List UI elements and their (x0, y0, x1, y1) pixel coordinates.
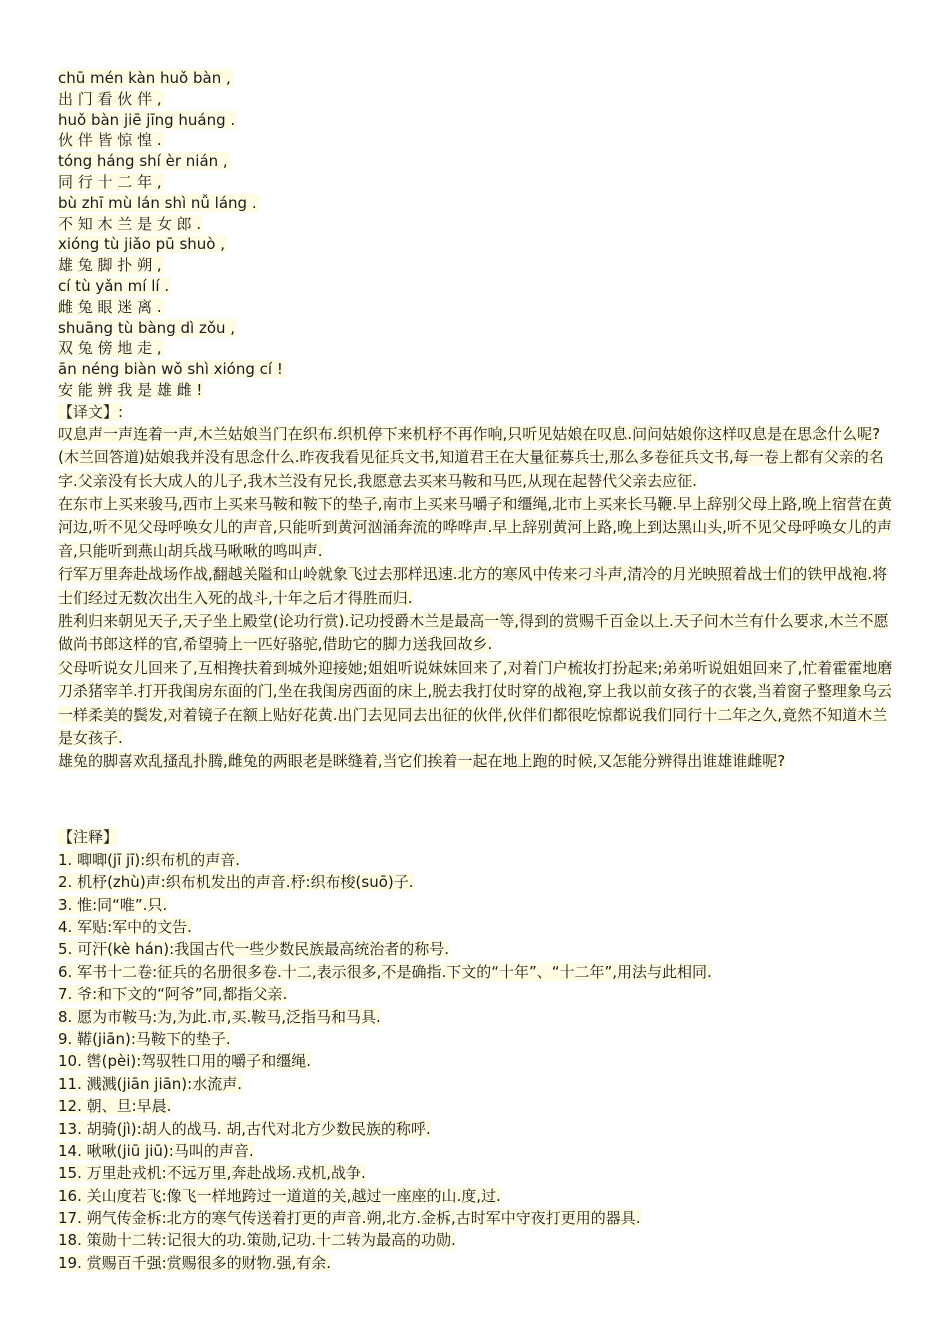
note-item: 1. 唧唧(jī jī):织布机的声音. (58, 850, 241, 869)
notes-list (58, 849, 894, 1274)
poem-line: bù zhī mù lán shì nǚ láng . (58, 193, 257, 212)
note-item: 5. 可汗(kè hán):我国古代一些少数民族最高统治者的称号. (58, 940, 449, 959)
translation-paragraph: 胜利归来朝见天子,天子坐上殿堂(论功行赏).记功授爵木兰是最高一等,得到的赏赐千百金以上.天子问木兰有什么要求,木兰不愿做尚书郎这样的官,希望骑上一匹好骆驼,借助它的脚力送我回故乡. (58, 612, 889, 654)
poem-line: 伙 伴 皆 惊 惶 . (58, 131, 162, 150)
note-item: 15. 万里赴戎机:不远万里,奔赴战场.戎机,战争. (58, 1164, 366, 1183)
poem-line: ān néng biàn wǒ shì xióng cí ! (58, 360, 283, 379)
translation-paragraph: 在东市上买来骏马,西市上买来马鞍和鞍下的垫子,南市上买来马嚼子和缰绳,北市上买来长马鞭.早上辞别父母上路,晚上宿营在黄河边,听不见父母呼唤女儿的声音,只能听到黄河汹涌奔流的哗哗声.早上辞别黄河上路,晚上到达黑山头,听不见父母呼唤女儿的声音,只能听到燕山胡兵战马啾啾的鸣叫声. (58, 494, 892, 560)
note-item: 8. 愿为市鞍马:为,为此.市,买.鞍马,泛指马和马具. (58, 1007, 381, 1026)
note-item: 6. 军书十二卷:征兵的名册很多卷.十二,表示很多,不是确指.下文的“十年”、“十二年”,用法与此相同. (58, 962, 712, 981)
poem-block (58, 68, 894, 401)
note-item: 10. 辔(pèi):驾驭牲口用的嚼子和缰绳. (58, 1052, 312, 1071)
note-item: 7. 爷:和下文的“阿爷”同,都指父亲. (58, 985, 288, 1004)
note-item: 2. 机杼(zhù)声:织布机发出的声音.杼:织布梭(suō)子. (58, 873, 414, 892)
notes-heading: 【注释】 (58, 827, 119, 846)
poem-line: xióng tù jiǎo pū shuò , (58, 235, 225, 254)
poem-line: 不 知 木 兰 是 女 郎 . (58, 214, 202, 233)
note-item: 18. 策勋十二转:记很大的功.策勋,记功.十二转为最高的功勋. (58, 1231, 456, 1250)
note-item: 11. 溅溅(jiān jiān):水流声. (58, 1074, 242, 1093)
poem-line: cí tù yǎn mí lí . (58, 276, 170, 295)
poem-line: 同 行 十 二 年 , (58, 172, 162, 191)
note-item: 4. 军贴:军中的文告. (58, 918, 192, 937)
translation-paragraph: 行军万里奔赴战场作战,翻越关隘和山岭就象飞过去那样迅速.北方的寒风中传来刁斗声,清冷的月光映照着战士们的铁甲战袍.将士们经过无数次出生入死的战斗,十年之后才得胜而归. (58, 565, 888, 607)
poem-line: 雄 兔 脚 扑 朔 , (58, 256, 162, 275)
document-page (58, 68, 894, 1274)
poem-line: 安 能 辨 我 是 雄 雌 ! (58, 380, 203, 399)
poem-line: shuāng tù bàng dì zǒu , (58, 318, 236, 337)
note-item: 13. 胡骑(jì):胡人的战马. 胡,古代对北方少数民族的称呼. (58, 1119, 431, 1138)
poem-line: 雌 兔 眼 迷 离 . (58, 297, 162, 316)
translation-paragraph: 叹息声一声连着一声,木兰姑娘当门在织布.织机停下来机杼不再作响,只听见姑娘在叹息.问问姑娘你这样叹息是在思念什么呢?(木兰回答道)姑娘我并没有思念什么.昨夜我看见征兵文书,知道君王在大量征募兵士,那么多卷征兵文书,每一卷上都有父亲的名字.父亲没有长大成人的儿子,我木兰没有兄长,我愿意去买来马鞍和马匹,从现在起替代父亲去应征. (58, 424, 884, 490)
poem-line: chū mén kàn huǒ bàn , (58, 69, 231, 87)
note-item: 14. 啾啾(jiū jiū):马叫的声音. (58, 1141, 254, 1160)
note-item: 9. 鞯(jiān):马鞍下的垫子. (58, 1029, 231, 1048)
translation-paragraph: 雄兔的脚喜欢乱搔乱扑腾,雌兔的两眼老是眯缝着,当它们挨着一起在地上跑的时候,又怎能分辨得出谁雄谁雌呢? (58, 752, 786, 771)
poem-line: 双 兔 傍 地 走 , (58, 339, 162, 358)
note-item: 17. 朔气传金柝:北方的寒气传送着打更的声音.朔,北方.金柝,古时军中守夜打更用的器具. (58, 1209, 641, 1228)
poem-line: tóng háng shí èr nián , (58, 152, 228, 171)
translation-paragraph: 父母听说女儿回来了,互相搀扶着到城外迎接她;姐姐听说妹妹回来了,对着门户梳妆打扮起来;弟弟听说姐姐回来了,忙着霍霍地磨刀杀猪宰羊.打开我闺房东面的门,坐在我闺房西面的床上,脱去我打仗时穿的战袍,穿上我以前女孩子的衣裳,当着窗子整理象乌云一样柔美的鬓发,对着镜子在额上贴好花黄.出门去见同去出征的伙伴,伙伴们都很吃惊都说我们同行十二年之久,竟然不知道木兰是女孩子. (58, 658, 893, 748)
note-item: 12. 朝、旦:早晨. (58, 1097, 172, 1116)
note-item: 3. 惟:同“唯”.只. (58, 895, 168, 914)
poem-line: 出 门 看 伙 伴 , (58, 89, 162, 108)
note-item: 19. 赏赐百千强:赏赐很多的财物.强,有余. (58, 1253, 331, 1272)
poem-line: huǒ bàn jiē jīng huáng . (58, 110, 236, 129)
spacer (58, 774, 894, 826)
translation-heading: 【译文】: (58, 402, 124, 421)
note-item: 16. 关山度若飞:像飞一样地跨过一道道的关,越过一座座的山.度,过. (58, 1186, 501, 1205)
